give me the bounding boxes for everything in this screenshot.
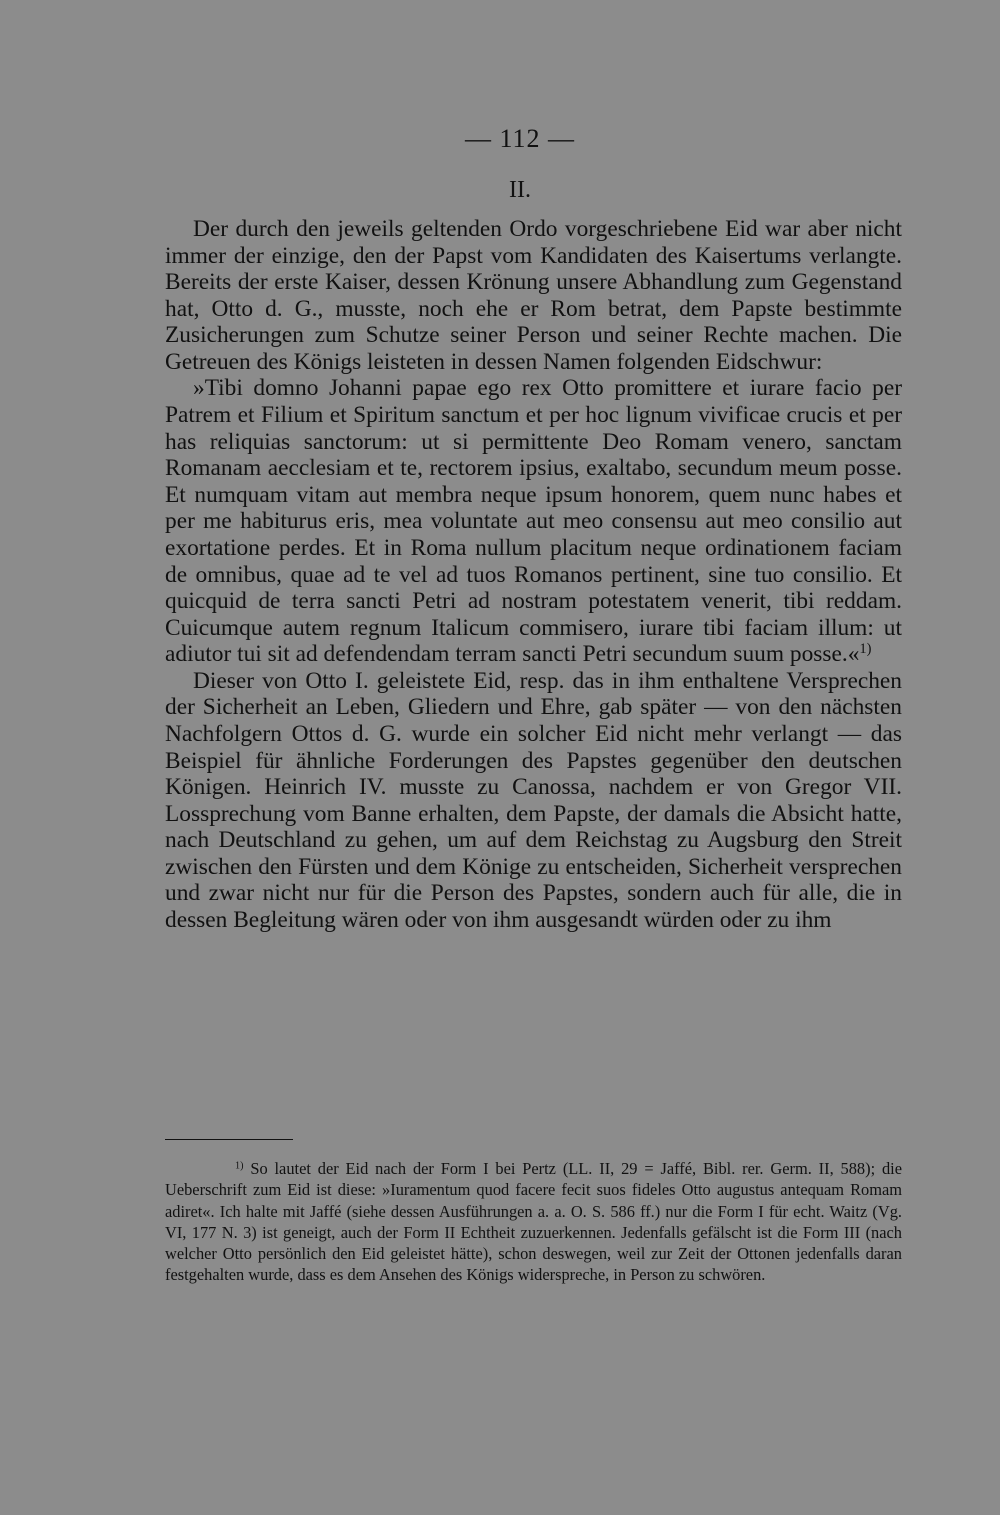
- paragraph-oath-quote: [165, 375, 902, 667]
- section-heading: II.: [509, 177, 531, 203]
- paragraph-intro: Der durch den jeweils geltenden Ordo vorgeschriebene Eid war aber nicht immer der einzige, den der Papst vom Kandidaten des Kaisertums verlangte. Bereits der erste Kaiser, dessen Krönung unsere Abhandlung zum Gegenstand hat, Otto d. G., musste, noch ehe er Rom betrat, dem Papste bestimmte Zusicherungen zum Schutze seiner Person und seiner Rechte machen. Die Getreuen des Königs leisteten in dessen Namen folgenden Eidschwur:: [165, 216, 902, 375]
- footnote-separator: [165, 1139, 293, 1140]
- footnote-reference: 1): [859, 641, 872, 658]
- footnotes: [165, 1158, 902, 1286]
- paragraph-discussion: Dieser von Otto I. geleistete Eid, resp. das in ihm enthaltene Versprechen der Sicherheit an Leben, Gliedern und Ehre, gab später — von den nächsten Nachfolgern Ottos d. G. wurde ein solcher Eid nicht mehr verlangt — das Beispiel für ähnliche Forderungen des Papstes gegenüber den deutschen Königen. Heinrich IV. musste zu Canossa, nachdem er von Gregor VII. Lossprechung vom Banne erhalten, dem Papste, der damals die Absicht hatte, nach Deutschland zu gehen, um auf dem Reichstag zu Augsburg den Streit zwischen den Fürsten und dem Könige zu entscheiden, Sicherheit versprechen und zwar nicht nur für die Person des Papstes, sondern auch für alle, die in dessen Begleitung wären oder von ihm ausgesandt würden oder zu ihm: [165, 667, 902, 934]
- footnote-1: [165, 1158, 902, 1286]
- oath-quote-text: »Tibi domno Johanni papae ego rex Otto promittere et iurare facio per Patrem et Filium et Spiritum sanctum et per hoc lignum vivificae crucis et per has reliquias sanctorum: ut si permittente Deo Romam venero, sanctam Romanam aecclesiam et te, rectorem ipsius, exaltabo, secundum meum posse. Et numquam vitam aut membra neque ipsum honorem, quem nunc habes et per me habiturus eris, mea voluntate aut meo consensu aut meo consilio aut exortatione perdes. Et in Roma nullum placitum neque ordinationem faciam de omnibus, quae ad te vel ad tuos Romanos pertinent, sine tuo consilio. Et quicquid de terra sancti Petri ad nostram potestatem venerit, tibi reddam. Cuicumque autem regnum Italicum commisero, iurare tibi faciam illum: ut adiutor tui sit ad defendendam terram sancti Petri secundum suum posse.«: [165, 375, 902, 668]
- footnote-marker: 1): [235, 1160, 244, 1172]
- footnote-text: So lautet der Eid nach der Form I bei Pertz (LL. II, 29 = Jaffé, Bibl. rer. Germ. II, 588); die Ueberschrift zum Eid ist diese: »Iuramentum quod facere fecit suos fideles Otto augustus antequam Romam adiret«. Ich halte mit Jaffé (siehe dessen Ausführungen a. a. O. S. 586 ff.) nur die Form I für echt. Waitz (Vg. VI, 177 N. 3) ist geneigt, auch der Form II Echtheit zuzuerkennen. Jedenfalls gefälscht ist die Form III (nach welcher Otto persönlich den Eid geleistet hätte), schon deswegen, weil zur Zeit der Ottonen jedenfalls daran festgehalten wurde, dass es dem Ansehen des Königs widerspreche, in Person zu schwören.: [165, 1159, 902, 1285]
- main-text: [165, 216, 902, 934]
- page-number: — 112 —: [464, 124, 576, 153]
